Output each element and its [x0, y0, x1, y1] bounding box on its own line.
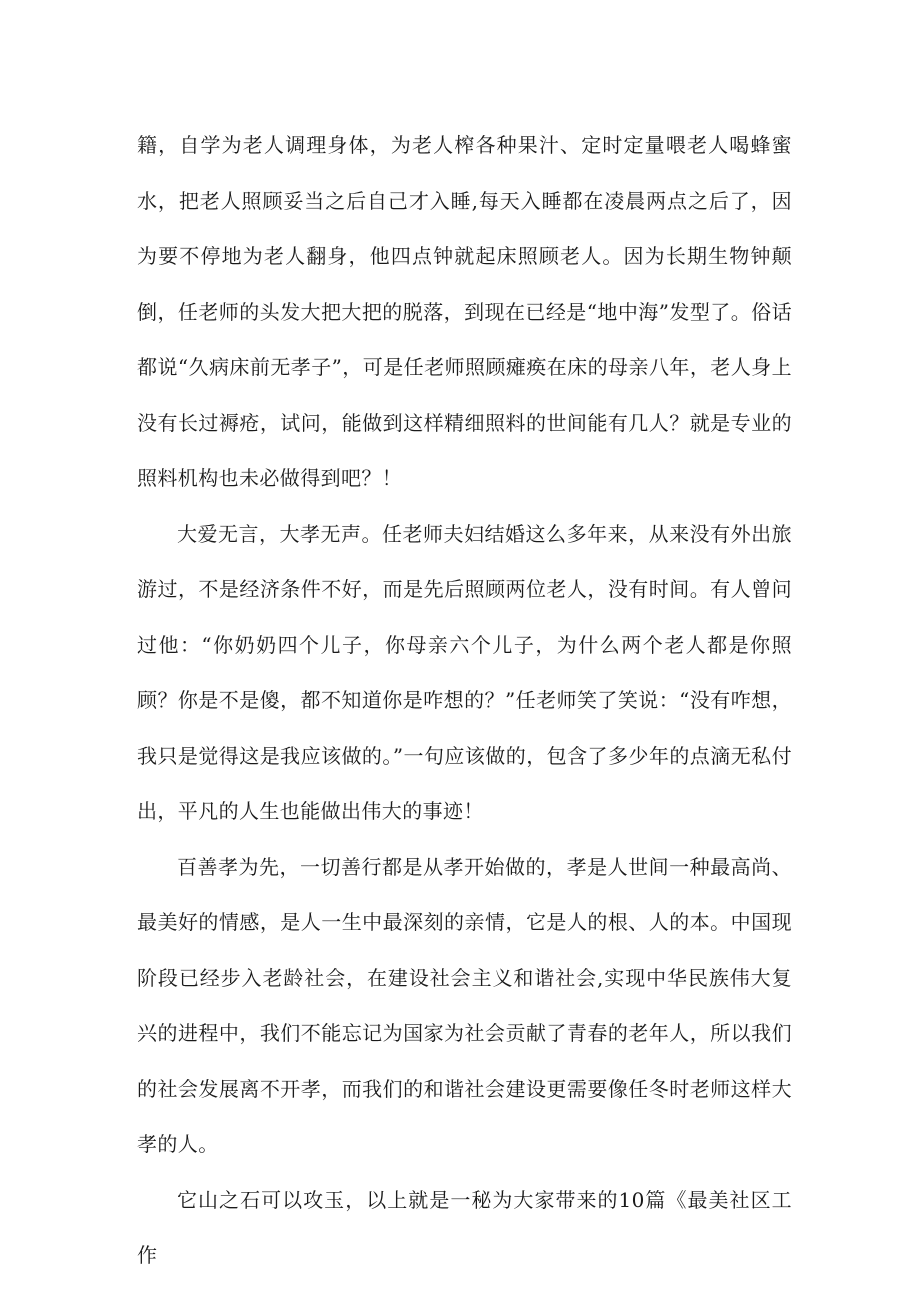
paragraph-2: 大爱无言，大孝无声。任老师夫妇结婚这么多年来，从来没有外出旅游过，不是经济条件不好，而是先后照顾两位老人，没有时间。有人曾问过他：“你奶奶四个儿子，你母亲六个儿子，为什么两个老人都是你照顾？你是不是傻，都不知道你是咋想的？”任老师笑了笑说：“没有咋想，我只是觉得这是我应该做的。”一句应该做的，包含了多少年的点滴无私付出，平凡的人生也能做出伟大的事迹！: [137, 521, 792, 823]
paragraph-1: 籍，自学为老人调理身体，为老人榨各种果汁、定时定量喂老人喝蜂蜜水，把老人照顾妥当之后自己才入睡,每天入睡都在凌晨两点之后了，因为要不停地为老人翻身，他四点钟就起床照顾老人。因为长期生物钟颠倒，任老师的头发大把大把的脱落，到现在已经是“地中海”发型了。俗话都说“久病床前无孝子”，可是任老师照顾瘫痪在床的母亲八年，老人身上没有长过褥疮，试问，能做到这样精细照料的世间能有几人？就是专业的照料机构也未必做得到吧？！: [137, 133, 792, 490]
paragraph-4: 它山之石可以攻玉，以上就是一秘为大家带来的10篇《最美社区工作: [137, 1187, 792, 1267]
paragraph-3: 百善孝为先，一切善行都是从孝开始做的，孝是人世间一种最高尚、最美好的情感，是人一生中最深刻的亲情，它是人的根、人的本。中国现阶段已经步入老龄社会，在建设社会主义和谐社会,实现中华民族伟大复兴的进程中，我们不能忘记为国家为社会贡献了青春的老年人，所以我们的社会发展离不开孝，而我们的和谐社会建设更需要像任冬时老师这样大孝的人。: [137, 854, 792, 1156]
document-body: [137, 118, 792, 1284]
